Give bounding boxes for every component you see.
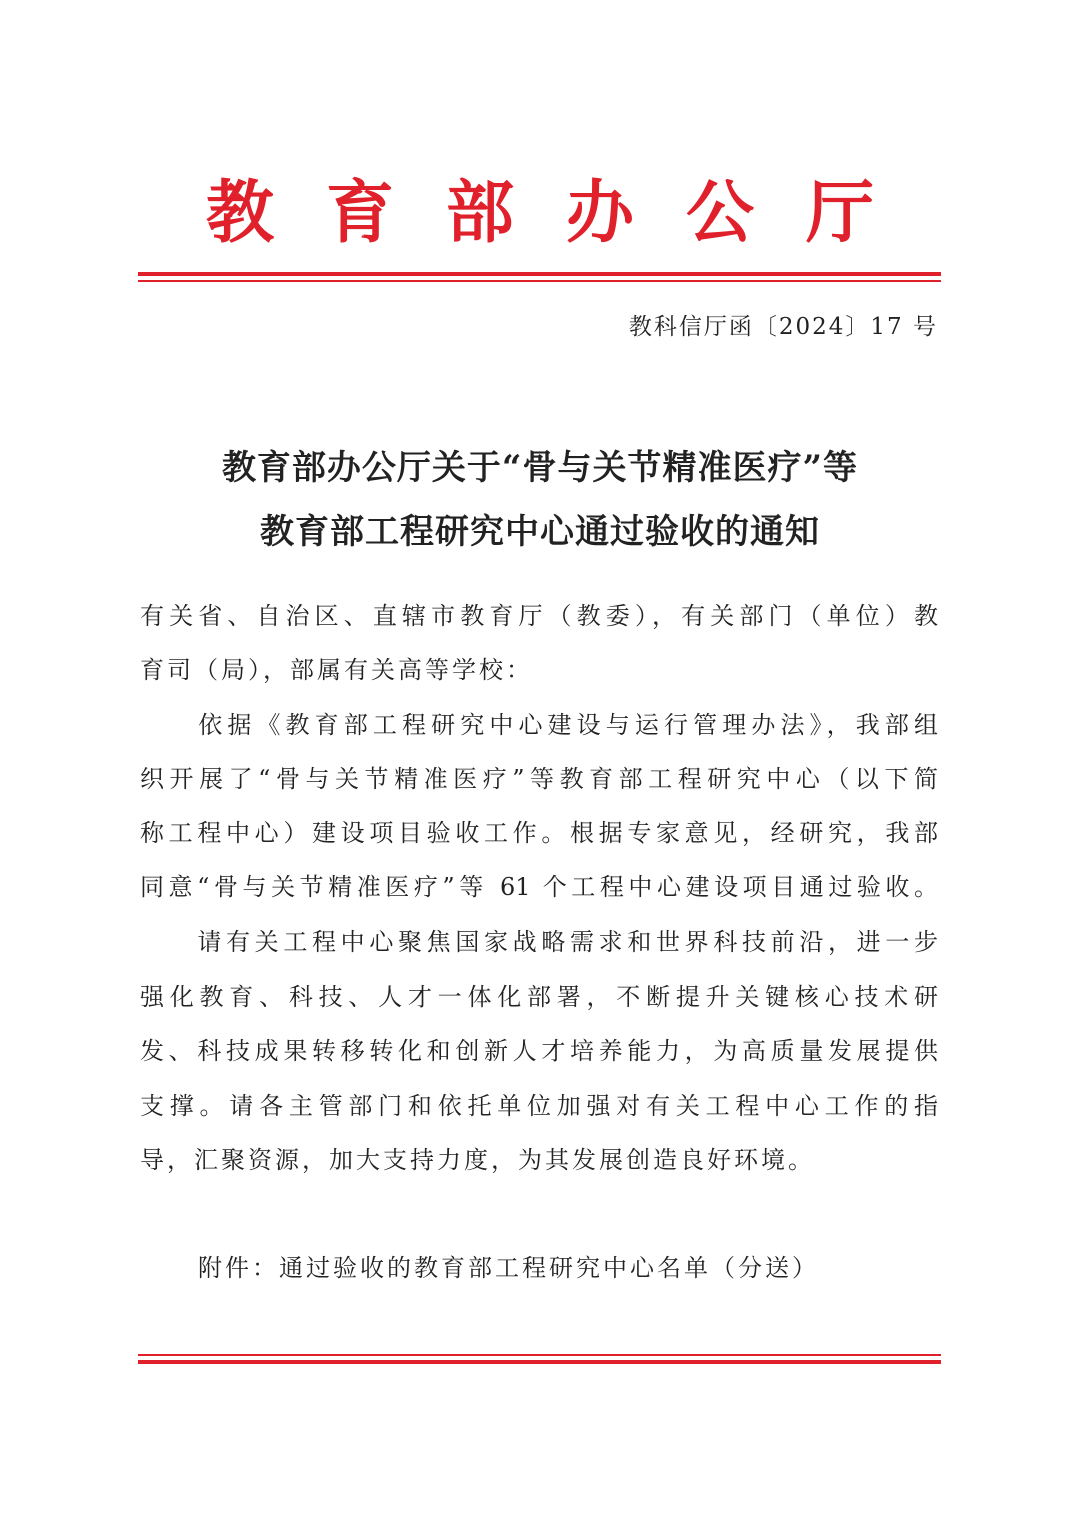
body-line: 有关省、自治区、直辖市教育厅（教委），有关部门（单位）教 xyxy=(140,602,938,630)
body-line: 同意“骨与关节精准医疗”等 61 个工程中心建设项目通过验收。 xyxy=(140,873,938,901)
body-line: 发、科技成果转移转化和创新人才培养能力，为高质量发展提供 xyxy=(140,1037,938,1065)
body-line: 依据《教育部工程研究中心建设与运行管理办法》，我部组 xyxy=(140,711,938,739)
footer-rule-thin xyxy=(138,1354,941,1356)
body-line: 织开展了“骨与关节精准医疗”等教育部工程研究中心（以下简 xyxy=(140,765,938,793)
document-number: 教科信厅函〔2024〕17 号 xyxy=(628,314,938,340)
footer-rule-thick xyxy=(138,1360,941,1364)
body-line: 支撑。请各主管部门和依托单位加强对有关工程中心工作的指 xyxy=(140,1092,938,1120)
body-line: 请有关工程中心聚焦国家战略需求和世界科技前沿，进一步 xyxy=(140,928,938,956)
body-line: 育司（局），部属有关高等学校： xyxy=(140,656,533,684)
notice-title-line-2: 教育部工程研究中心通过验收的通知 xyxy=(260,512,820,552)
header-rule-thick xyxy=(138,272,941,276)
notice-title-line-1: 教育部办公厅关于“骨与关节精准医疗”等 xyxy=(221,448,859,488)
header-rule-thin xyxy=(138,280,941,282)
body-line: 导，汇聚资源，加大支持力度，为其发展创造良好环境。 xyxy=(140,1146,815,1174)
masthead-title: 教育部办公厅 xyxy=(205,173,926,253)
body-line: 强化教育、科技、人才一体化部署，不断提升关键核心技术研 xyxy=(140,983,938,1011)
body-line: 称工程中心）建设项目验收工作。根据专家意见，经研究，我部 xyxy=(140,819,938,847)
attachment-note: 附件：通过验收的教育部工程研究中心名单（分送） xyxy=(198,1254,819,1282)
